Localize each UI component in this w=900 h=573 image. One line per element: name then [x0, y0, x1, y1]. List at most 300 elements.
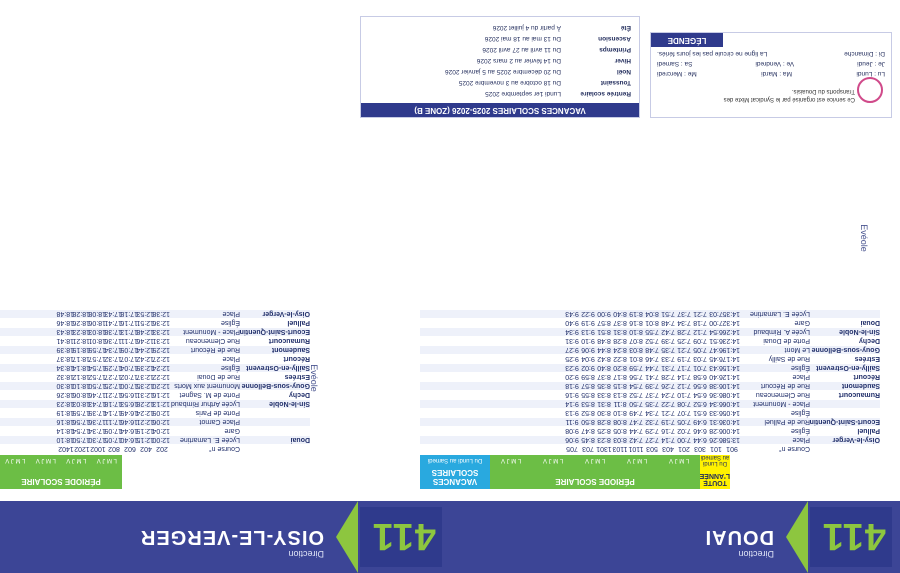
- stop-name: Gare: [794, 319, 810, 327]
- departure-time: 8:16: [629, 319, 643, 327]
- vacances-dates: Du 20 décembre 2025 au 5 janvier 2026: [445, 68, 561, 75]
- departure-time: 7:24: [661, 391, 675, 399]
- stop-name: Lycée A. Rimbaud: [753, 328, 810, 336]
- departure-time: 9:06: [565, 436, 579, 444]
- table-row: [0, 355, 310, 363]
- band-title: PÉRIODE SCOLAIRE: [21, 477, 101, 486]
- departure-time: 8:35: [597, 382, 611, 390]
- departure-time: 8:05: [613, 427, 627, 435]
- vacances-row: [369, 46, 631, 53]
- departure-time: 17:25: [104, 382, 122, 390]
- stop-name: Église: [790, 427, 810, 435]
- departure-time: 17:46: [88, 391, 106, 399]
- departure-time: 12:19: [136, 427, 154, 435]
- table-row: [420, 418, 880, 426]
- commune-name: Saudemont: [841, 382, 880, 390]
- departure-time: 7:03: [709, 310, 723, 318]
- vacances-row: [369, 68, 631, 75]
- departure-time: 17:54: [72, 427, 90, 435]
- departure-time: 7:25: [677, 337, 691, 345]
- departure-time: 7:18: [693, 319, 707, 327]
- departure-time: 17:43: [104, 310, 122, 318]
- departure-time: 7:50: [629, 400, 643, 408]
- departure-time: 16:44: [120, 427, 138, 435]
- legend-day: Sa : Samedi: [657, 60, 693, 67]
- stop-name: Porte de M. Sagnet: [179, 391, 240, 399]
- departure-time: 9:02: [581, 364, 595, 372]
- band-vacances: [420, 455, 490, 489]
- table-row: [420, 409, 880, 417]
- table-row: [420, 355, 880, 363]
- commune-name: Douai: [860, 319, 880, 327]
- route-number: 411: [821, 515, 886, 557]
- departure-time: 7:37: [645, 391, 659, 399]
- departure-time: 17:04: [120, 364, 138, 372]
- vacances-row: [369, 35, 631, 42]
- departure-time: 17:29: [104, 364, 122, 372]
- departure-time: 12:29: [152, 346, 170, 354]
- departure-time: 9:06: [581, 346, 595, 354]
- departure-time: 9:19: [581, 319, 595, 327]
- departure-time: 17:09: [104, 427, 122, 435]
- departure-time: 12:31: [152, 337, 170, 345]
- band-sub: L M J V: [5, 457, 26, 463]
- commune-name: Oisy-le-Verger: [262, 310, 310, 318]
- legend-note: Ce service est organisé par le Syndicat Mixte des Transports du Douaisis.: [723, 88, 855, 102]
- stop-name: Rue Clemenceau: [185, 337, 240, 345]
- departure-time: 8:37: [613, 319, 627, 327]
- legend-days-row: [657, 70, 885, 77]
- stop-name: Lycée E. Lamartine: [749, 310, 810, 318]
- departure-time: 18:46: [56, 319, 74, 327]
- departure-time: 17:27: [104, 373, 122, 381]
- course-number: 705: [566, 445, 578, 453]
- departure-time: 18:39: [56, 346, 74, 354]
- table-row: [0, 337, 310, 345]
- course-number: 1002: [90, 445, 106, 453]
- departure-time: 8:31: [597, 400, 611, 408]
- departure-time: 7:21: [677, 346, 691, 354]
- commune-name: Sin-le-Noble: [269, 400, 310, 408]
- departure-time: 6:56: [693, 382, 707, 390]
- departure-time: 16:53: [120, 400, 138, 408]
- departure-time: 9:23: [565, 364, 579, 372]
- course-number: 202: [156, 445, 168, 453]
- departure-time: 17:39: [88, 409, 106, 417]
- band-subs: [490, 457, 700, 463]
- departure-time: 9:00: [597, 310, 611, 318]
- departure-time: 6:40: [709, 373, 723, 381]
- departure-time: 7:35: [661, 346, 675, 354]
- departure-time: 7:16: [661, 427, 675, 435]
- departure-time: 8:51: [597, 328, 611, 336]
- timetable-oisy: [0, 303, 310, 453]
- departure-time: 7:00: [709, 319, 723, 327]
- departure-time: 7:08: [677, 400, 691, 408]
- departure-time: 17:18: [104, 400, 122, 408]
- commune-name: Sailly-en-Ostrevent: [816, 364, 880, 372]
- course-number: 1202: [74, 445, 90, 453]
- departure-time: 8:19: [629, 310, 643, 318]
- departure-time: 17:05: [104, 436, 122, 444]
- departure-time: 17:56: [72, 418, 90, 426]
- commune-name: Saudemont: [271, 346, 310, 354]
- departure-time: 12:00: [152, 436, 170, 444]
- departure-time: 8:50: [581, 418, 595, 426]
- departure-time: 17:18: [120, 310, 138, 318]
- departure-time: 6:51: [693, 409, 707, 417]
- departure-time: 7:05: [693, 346, 707, 354]
- departure-time: 9:13: [565, 409, 579, 417]
- departure-time: 17:11: [105, 418, 122, 426]
- departure-time: 14:05: [722, 409, 740, 417]
- departure-time: 12:46: [136, 337, 154, 345]
- departure-time: 7:28: [677, 328, 691, 336]
- departure-time: 17:11: [121, 337, 138, 345]
- commune-name: Palluel: [857, 427, 880, 435]
- table-row: [0, 328, 310, 336]
- band-sub: L M J V: [626, 457, 648, 463]
- departure-time: 12:37: [136, 373, 154, 381]
- departure-time: 8:59: [581, 373, 595, 381]
- course-number: 602: [124, 445, 136, 453]
- departure-time: 7:52: [645, 337, 659, 345]
- vacances-dates: Du 18 octobre au 3 novembre 2025: [458, 79, 561, 86]
- table-row: [420, 373, 880, 381]
- departure-time: 9:10: [581, 337, 595, 345]
- commune-name: Dechy: [288, 391, 310, 399]
- departure-time: 17:41: [104, 319, 122, 327]
- table-row: [0, 382, 310, 390]
- course-number-row: [0, 445, 310, 453]
- vacances-box: [360, 16, 640, 118]
- departure-time: 8:23: [597, 436, 611, 444]
- table-row: [420, 400, 880, 408]
- departure-time: 7:42: [661, 328, 675, 336]
- departure-time: 14:19: [722, 346, 740, 354]
- vacances-dates: Du 11 avril au 27 avril 2026: [482, 46, 561, 53]
- legend-day: Ma : Mardi: [761, 70, 792, 77]
- departure-time: 12:38: [152, 310, 170, 318]
- departure-time: 12:28: [136, 400, 154, 408]
- departure-time: 6:49: [693, 418, 707, 426]
- departure-time: 7:21: [661, 409, 675, 417]
- departure-time: 7:44: [629, 427, 643, 435]
- departure-time: 6:46: [693, 427, 707, 435]
- departure-time: 7:34: [645, 409, 659, 417]
- departure-time: 7:52: [629, 391, 643, 399]
- commune-name: Ecourt-Saint-Quentin: [809, 418, 880, 426]
- departure-time: 7:49: [629, 409, 643, 417]
- departure-time: 17:21: [104, 391, 122, 399]
- vacances-dates: Du 13 mai au 18 mai 2026: [484, 35, 561, 42]
- commune-name: Récourt: [283, 355, 310, 363]
- departure-time: 18:23: [56, 400, 74, 408]
- departure-time: 16:49: [120, 409, 138, 417]
- departure-time: 7:39: [661, 337, 675, 345]
- departure-time: 8:55: [581, 391, 595, 399]
- departure-time: 7:48: [661, 319, 675, 327]
- band-sub: L M J V: [35, 457, 56, 463]
- departure-time: 14:10: [722, 382, 740, 390]
- band-subs: [420, 457, 490, 463]
- stop-name: Rue de Récourt: [760, 382, 810, 390]
- departure-time: 17:16: [120, 319, 138, 327]
- legend-day: Me : Mercredi: [657, 70, 697, 77]
- commune-name: Gouy-sous-Bellonne: [811, 346, 880, 354]
- departure-time: 7:34: [677, 319, 691, 327]
- departure-time: 17:32: [104, 355, 122, 363]
- departure-time: 6:54: [709, 328, 723, 336]
- departure-time: 8:03: [613, 436, 627, 444]
- departure-time: 9:31: [565, 337, 579, 345]
- departure-time: 7:19: [677, 355, 691, 363]
- departure-time: 18:10: [56, 436, 74, 444]
- table-row: [0, 427, 310, 435]
- departure-time: 6:28: [709, 427, 723, 435]
- eveole-logo-icon: [857, 77, 883, 103]
- departure-time: 6:51: [709, 337, 723, 345]
- stop-name: Monument aux Morts: [174, 382, 240, 390]
- departure-time: 12:31: [136, 391, 154, 399]
- departure-time: 8:01: [645, 319, 659, 327]
- departure-time: 17:50: [88, 382, 106, 390]
- departure-time: 17:34: [104, 346, 122, 354]
- course-number: 1301: [596, 445, 612, 453]
- departure-time: 9:11: [565, 418, 579, 426]
- vacances-period: Toussaint: [600, 79, 631, 86]
- departure-time: 7:31: [661, 364, 675, 372]
- direction-label: Direction: [288, 549, 324, 559]
- stop-name: Église: [220, 364, 240, 372]
- departure-time: 18:14: [56, 427, 74, 435]
- departure-time: 12:09: [152, 409, 170, 417]
- course-number: 503: [646, 445, 658, 453]
- departure-time: 18:43: [56, 328, 74, 336]
- departure-time: 16:40: [120, 436, 138, 444]
- departure-time: 17:59: [88, 346, 106, 354]
- departure-time: 17:00: [120, 382, 138, 390]
- departure-time: 6:52: [693, 400, 707, 408]
- table-row: [0, 346, 310, 354]
- course-number: 303: [694, 445, 706, 453]
- legend-day: La ligne ne circule pas les jours fériés.: [657, 50, 768, 57]
- stop-name: Place - Monument: [753, 400, 810, 408]
- departure-time: 8:03: [629, 346, 643, 354]
- departure-time: 8:57: [581, 382, 595, 390]
- departure-time: 17:43: [88, 400, 106, 408]
- departure-time: 18:32: [56, 373, 74, 381]
- legend-days-row: [657, 60, 885, 67]
- departure-time: 6:54: [693, 391, 707, 399]
- departure-time: 8:31: [613, 328, 627, 336]
- legend-header: LÉGENDE: [651, 33, 723, 47]
- departure-time: 7:42: [629, 436, 643, 444]
- departure-time: 9:18: [565, 382, 579, 390]
- stop-name: Rue Clemenceau: [755, 391, 810, 399]
- departure-time: 9:43: [565, 310, 579, 318]
- vacances-row: [369, 57, 631, 64]
- departure-time: 14:12: [722, 373, 740, 381]
- departure-time: 7:12: [677, 382, 691, 390]
- departure-time: 8:04: [645, 310, 659, 318]
- commune-name: Récourt: [853, 373, 880, 381]
- departure-time: 7:44: [645, 364, 659, 372]
- course-label: Course n°: [208, 445, 240, 453]
- departure-time: 12:48: [136, 328, 154, 336]
- table-row: [0, 400, 310, 408]
- band-sub: L M J V: [584, 457, 606, 463]
- table-row: [420, 391, 880, 399]
- departure-time: 12:06: [152, 418, 170, 426]
- course-number: 1402: [58, 445, 74, 453]
- departure-time: 6:26: [709, 436, 723, 444]
- banner-douai: [450, 501, 900, 573]
- departure-time: 16:56: [120, 391, 138, 399]
- stop-name: Porte de Douai: [763, 337, 810, 345]
- commune-name: Rumaucourt: [268, 337, 310, 345]
- departure-time: 7:41: [645, 373, 659, 381]
- route-badge: [810, 507, 892, 567]
- departure-time: 12:39: [136, 364, 154, 372]
- departure-time: 9:34: [565, 328, 579, 336]
- table-row: [420, 436, 880, 444]
- departure-time: 18:01: [88, 337, 106, 345]
- departure-time: 6:45: [709, 355, 723, 363]
- commune-name: Rumaucourt: [838, 391, 880, 399]
- departure-time: 6:33: [709, 409, 723, 417]
- departure-time: 6:38: [709, 382, 723, 390]
- departure-time: 18:21: [72, 337, 90, 345]
- eveole-tag: Evéole: [859, 224, 870, 252]
- departure-time: 8:07: [629, 337, 643, 345]
- stop-name: Gare: [224, 427, 240, 435]
- departure-time: 8:40: [613, 310, 627, 318]
- banner-oisy: [0, 501, 450, 573]
- chevron-icon: [786, 501, 808, 573]
- table-row: [0, 373, 310, 381]
- departure-time: 7:14: [661, 436, 675, 444]
- table-row: [0, 364, 310, 372]
- departure-time: 7:33: [661, 355, 675, 363]
- band-sub: L M J V: [668, 457, 690, 463]
- band-sub: L M J V: [542, 457, 564, 463]
- departure-time: 9:14: [565, 400, 579, 408]
- departure-time: 9:40: [565, 319, 579, 327]
- course-number: 402: [140, 445, 152, 453]
- vacances-dates: Du 14 février au 2 mars 2026: [476, 57, 561, 64]
- departure-time: 8:37: [597, 373, 611, 381]
- departure-time: 17:36: [104, 337, 122, 345]
- band-sub: Du Lundi: [702, 460, 728, 466]
- departure-time: 18:06: [88, 319, 106, 327]
- departure-time: 9:25: [565, 355, 579, 363]
- departure-time: 18:10: [72, 382, 90, 390]
- chevron-icon: [336, 501, 358, 573]
- departure-time: 7:56: [629, 373, 643, 381]
- departure-time: 14:08: [722, 391, 740, 399]
- timetable-douai: [420, 303, 880, 453]
- departure-time: 17:59: [72, 409, 90, 417]
- stop-name: Porte de Paris: [195, 409, 240, 417]
- departure-time: 12:16: [152, 391, 170, 399]
- course-number: 101: [710, 445, 722, 453]
- departure-time: 6:36: [709, 391, 723, 399]
- legend-days-row: [657, 50, 885, 57]
- departure-time: 12:24: [152, 364, 170, 372]
- departure-time: 18:23: [72, 328, 90, 336]
- departure-time: 8:28: [613, 337, 627, 345]
- departure-time: 9:04: [581, 355, 595, 363]
- vacances-row: [369, 90, 631, 97]
- departure-time: 14:26: [722, 328, 740, 336]
- departure-time: 7:54: [629, 382, 643, 390]
- band-periode-scolaire: [490, 455, 700, 489]
- departure-time: 8:53: [581, 400, 595, 408]
- table-row: [0, 310, 310, 318]
- departure-time: 17:09: [120, 346, 138, 354]
- departure-time: 7:10: [677, 391, 691, 399]
- legend-day: Ve : Vendredi: [755, 60, 795, 67]
- departure-time: 17:34: [88, 427, 106, 435]
- stop-name: Rue de Palluel: [764, 418, 810, 426]
- vacances-period: Été: [620, 24, 631, 31]
- departure-time: 12:36: [152, 319, 170, 327]
- departure-time: 8:01: [629, 355, 643, 363]
- departure-time: 17:14: [104, 409, 122, 417]
- departure-time: 8:48: [597, 337, 611, 345]
- departure-time: 7:05: [677, 418, 691, 426]
- table-row: [420, 310, 880, 318]
- departure-time: 7:19: [661, 418, 675, 426]
- departure-time: 18:37: [56, 355, 74, 363]
- course-label: Course n°: [778, 445, 810, 453]
- departure-time: 8:08: [613, 418, 627, 426]
- vacances-row: [369, 79, 631, 86]
- commune-name: Dechy: [858, 337, 880, 345]
- course-number: 403: [662, 445, 674, 453]
- departure-time: 18:19: [56, 409, 74, 417]
- departure-time: 12:24: [136, 409, 154, 417]
- departure-time: 6:58: [693, 373, 707, 381]
- departure-time: 7:27: [645, 436, 659, 444]
- departure-time: 8:45: [581, 436, 595, 444]
- table-row: [420, 427, 880, 435]
- band-title: PÉRIODE SCOLAIRE: [555, 477, 635, 486]
- departure-time: 18:48: [56, 310, 74, 318]
- stop-name: Place Carnot: [199, 418, 240, 426]
- course-number: 1101: [628, 445, 644, 453]
- departure-time: 6:34: [709, 400, 723, 408]
- departure-time: 7:55: [645, 328, 659, 336]
- departure-time: 8:30: [597, 409, 611, 417]
- departure-time: 7:48: [645, 346, 659, 354]
- direction-label: Direction: [738, 549, 774, 559]
- departure-time: 12:04: [152, 427, 170, 435]
- departure-time: 17:54: [88, 364, 106, 372]
- stop-name: Rue de Récourt: [190, 346, 240, 354]
- route-banner: [0, 501, 900, 573]
- departure-time: 18:34: [56, 364, 74, 372]
- vacances-dates: Lundi 1er septembre 2025: [485, 90, 561, 97]
- stop-name: Place: [222, 310, 240, 318]
- departure-time: 7:26: [661, 382, 675, 390]
- departure-time: 6:44: [693, 436, 707, 444]
- departure-time: 18:30: [56, 382, 74, 390]
- departure-time: 14:32: [722, 319, 740, 327]
- departure-time: 7:51: [661, 310, 675, 318]
- legend-day: Je : Jeudi: [857, 60, 885, 67]
